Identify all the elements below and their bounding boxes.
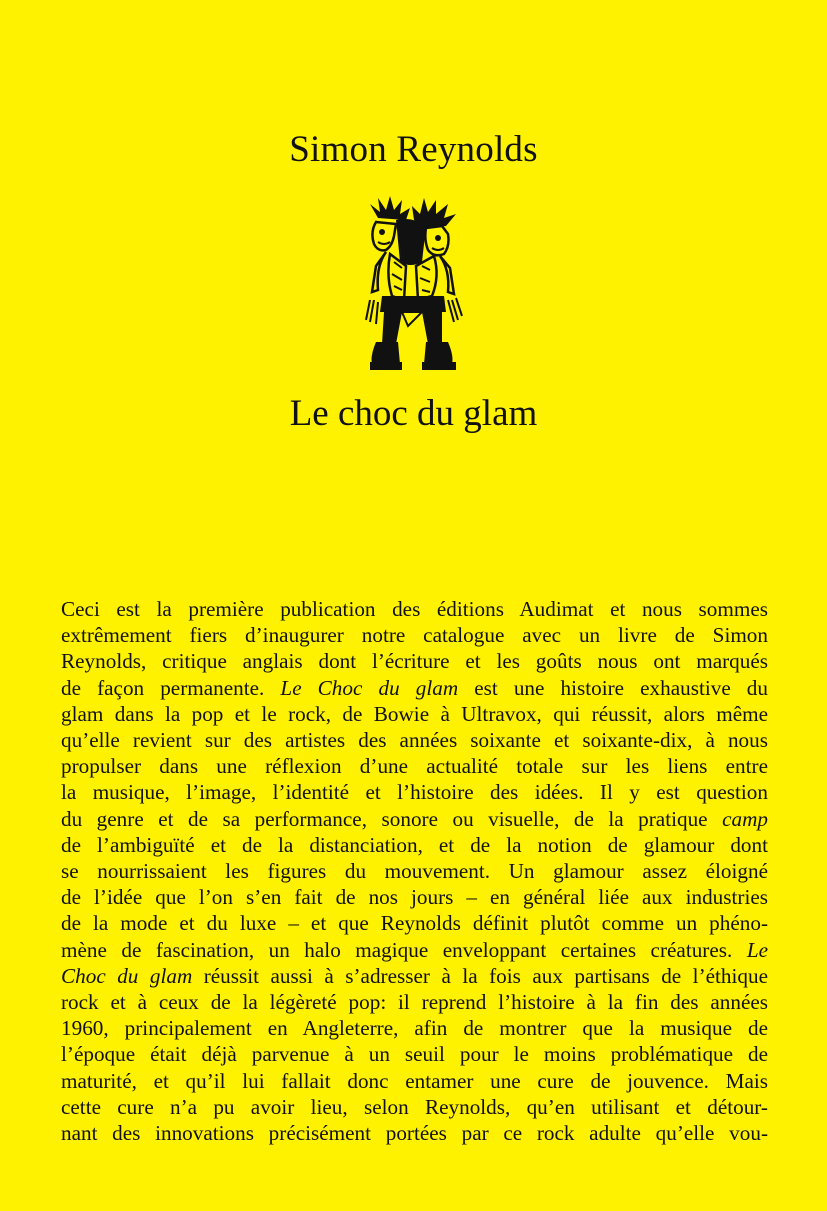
blurb-italic-title: Choc du glam [61,963,193,988]
blurb-line [61,1120,768,1146]
blurb-line [61,806,768,832]
blurb-line [61,858,768,884]
author-name: Simon Reynolds [289,129,538,170]
blurb-text: mène de fascination, un halo magique enveloppant certaines créatures. [61,937,747,962]
blurb-line [61,989,768,1015]
twin-glam-figures-icon [356,196,468,372]
blurb-line [61,1015,768,1041]
blurb-italic-title: Le Choc du glam [280,675,459,700]
blurb-line [61,832,768,858]
blurb-text: de façon permanente. [61,675,281,700]
blurb-line [61,596,768,622]
blurb-text: Ceci est la première publication des éditions Audimat et nous sommes [61,597,768,621]
back-cover-blurb [61,596,768,1146]
blurb-text: 1960, principalement en Angleterre, afin de montrer que la musique de [61,1016,768,1041]
blurb-italic-title: camp [722,806,768,831]
blurb-text: propulser dans une réflexion d’une actualité totale sur les liens entre [61,754,768,779]
blurb-text: maturité, et qu’il lui fallait donc entamer une cure de jouvence. Mais [61,1068,768,1093]
blurb-line [61,675,768,701]
blurb-text: Reynolds, critique anglais dont l’écriture et les goûts nous ont marqués [61,649,768,674]
blurb-text: rock et à ceux de la légèreté pop: il reprend l’histoire à la fin des années [61,990,768,1015]
blurb-line [61,937,768,963]
blurb-line [61,910,768,936]
blurb-line [61,727,768,753]
blurb-text: de la mode et du luxe – et que Reynolds définit plutôt comme un phéno- [61,911,768,936]
blurb-text: de l’ambiguïté et de la distanciation, et de la notion de glamour dont [61,832,768,857]
blurb-text: cette cure n’a pu avoir lieu, selon Reynolds, qu’en utilisant et détour- [61,1094,768,1119]
blurb-line [61,1041,768,1067]
blurb-line [61,779,768,805]
blurb-line [61,648,768,674]
blurb-text: l’époque était déjà parvenue à un seuil pour le moins problématique de [61,1042,768,1067]
blurb-text: glam dans la pop et le rock, de Bowie à Ultravox, qui réussit, alors même [61,701,768,726]
blurb-text: extrêmement fiers d’inaugurer notre catalogue avec un livre de Simon [61,623,768,648]
blurb-line [61,1068,768,1094]
blurb-text: la musique, l’image, l’identité et l’histoire des idées. Il y est question [61,780,768,805]
blurb-text: se nourrissaient les figures du mouvement. Un glamour assez éloigné [61,859,768,884]
blurb-text: du genre et de sa performance, sonore ou visuelle, de la pratique [61,806,723,831]
blurb-line [61,884,768,910]
blurb-line [61,1094,768,1120]
blurb-text: est une histoire exhaustive du [458,675,768,700]
blurb-text: qu’elle revient sur des artistes des années soixante et soixante-dix, à nous [61,728,768,753]
blurb-line [61,753,768,779]
blurb-text: nant des innovations précisément portées par ce rock adulte qu’elle vou- [61,1121,768,1146]
blurb-line [61,701,768,727]
blurb-text: réussit aussi à s’adresser à la fois aux partisans de l’éthique [192,963,768,988]
blurb-italic-title: Le [746,937,768,962]
blurb-line [61,622,768,648]
book-title: Le choc du glam [289,393,538,434]
blurb-line [61,963,768,989]
blurb-text: de l’idée que l’on s’en fait de nos jours – en général liée aux industries [61,885,768,910]
